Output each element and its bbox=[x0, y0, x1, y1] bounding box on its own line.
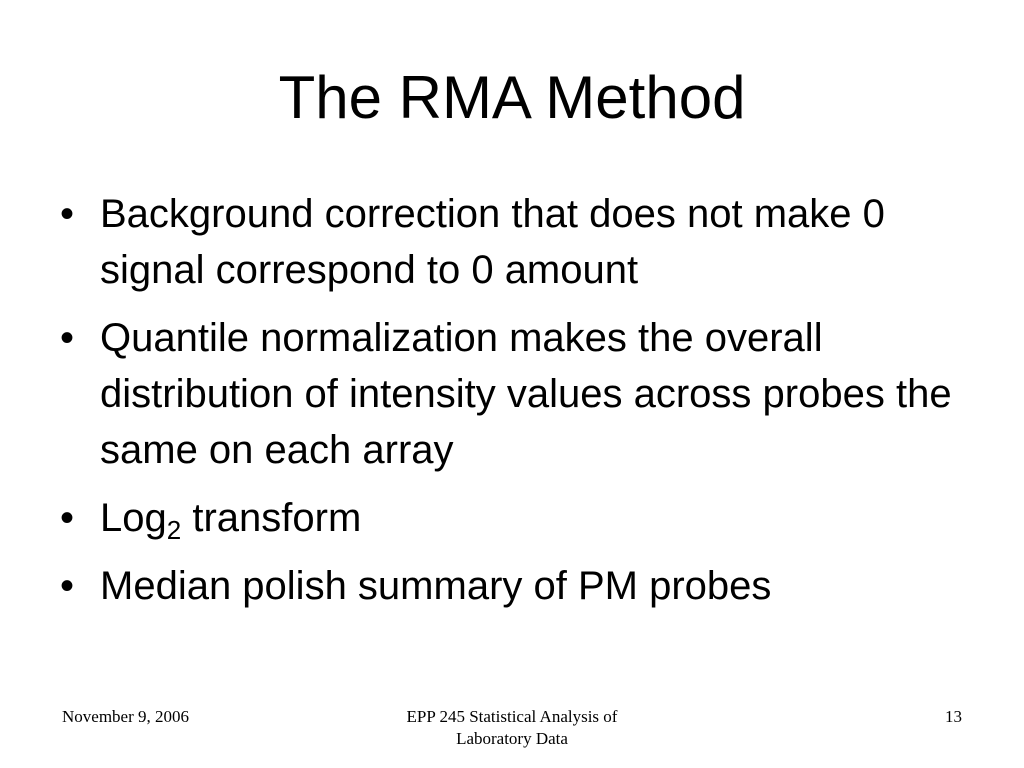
bullet-icon: • bbox=[60, 564, 75, 608]
page-number: 13 bbox=[945, 707, 962, 726]
bullet-item-log2-transform bbox=[60, 490, 970, 546]
bullet-item-median-polish bbox=[60, 558, 970, 614]
bullet-text-prefix: Log bbox=[100, 496, 167, 540]
bullet-text-suffix: transform bbox=[181, 496, 362, 540]
footer-date: November 9, 2006 bbox=[62, 707, 190, 726]
bullet-item-quantile-normalization bbox=[60, 310, 970, 478]
footer-course-title bbox=[362, 706, 662, 750]
subscript-two: 2 bbox=[166, 515, 182, 545]
bullet-text: Quantile normalization makes the overall distribution of intensity values across probes the same on each array bbox=[100, 316, 952, 472]
footer-course-line-1: EPP 245 Statistical Analysis of bbox=[406, 707, 618, 726]
bullet-list bbox=[60, 186, 970, 626]
footer-course-line-2: Laboratory Data bbox=[456, 729, 568, 748]
bullet-text: Background correction that does not make 0 signal correspond to 0 amount bbox=[100, 192, 885, 292]
bullet-icon: • bbox=[60, 316, 75, 360]
bullet-text: Median polish summary of PM probes bbox=[100, 564, 772, 608]
bullet-icon: • bbox=[60, 496, 75, 540]
bullet-icon: • bbox=[60, 192, 75, 236]
bullet-item-background-correction bbox=[60, 186, 970, 298]
slide-title: The RMA Method bbox=[278, 64, 746, 131]
